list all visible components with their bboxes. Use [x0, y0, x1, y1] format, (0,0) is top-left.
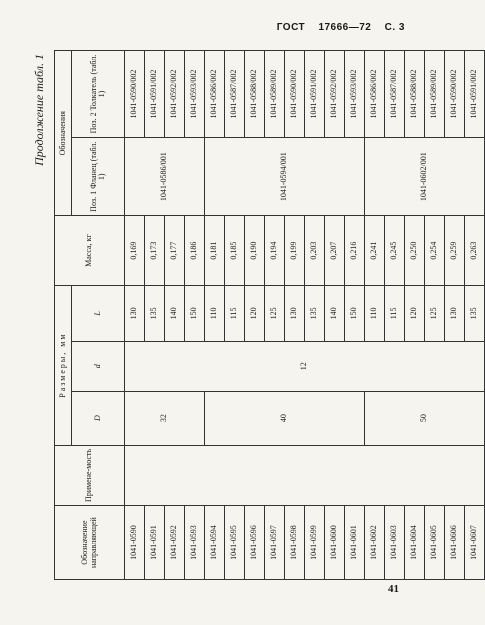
cell-mass: 0,245	[385, 216, 405, 285]
cell-p2: 1041-0590/002	[125, 51, 145, 138]
cell-p2: 1041-0591/002	[465, 51, 485, 138]
cell-p2: 1041-0587/002	[225, 51, 245, 138]
cell-mass: 0,250	[405, 216, 425, 285]
cell-mass: 0,263	[465, 216, 485, 285]
cell-name: 1041-0607	[465, 506, 485, 580]
cell-p2: 1041-0588/002	[405, 51, 425, 138]
header-mass: Масса, кг	[55, 216, 125, 285]
header-designation: Обозначения	[55, 51, 72, 216]
cell-mass: 0,254	[425, 216, 445, 285]
cell-L: 120	[405, 285, 425, 341]
header-d: d	[72, 341, 125, 391]
page-label: С. 3	[384, 22, 405, 33]
cell-mass: 0,241	[365, 216, 385, 285]
cell-name: 1041-0597	[265, 506, 285, 580]
cell-p1-group1: 1041-0586/001	[125, 138, 205, 216]
cell-name: 1041-0592	[165, 506, 185, 580]
cell-p2: 1041-0586/002	[365, 51, 385, 138]
cell-name: 1041-0594	[205, 506, 225, 580]
cell-L: 125	[425, 285, 445, 341]
cell-mass: 0,216	[345, 216, 365, 285]
cell-name: 1041-0601	[345, 506, 365, 580]
cell-p2: 1041-0590/002	[285, 51, 305, 138]
cell-L: 140	[165, 285, 185, 341]
cell-mass: 0,259	[445, 216, 465, 285]
cell-d: 12	[125, 341, 485, 391]
cell-p1-group2: 1041-0594/001	[205, 138, 365, 216]
standard-label: ГОСТ	[276, 22, 306, 33]
header-L: L	[72, 285, 125, 341]
cell-p2: 1041-0593/002	[185, 51, 205, 138]
cell-p2: 1041-0592/002	[165, 51, 185, 138]
header-pos1: Поз. 1 Фланец (табл. 1)	[72, 138, 125, 216]
cell-L: 115	[385, 285, 405, 341]
cell-p2: 1041-0586/002	[205, 51, 225, 138]
cell-p2: 1041-0588/002	[245, 51, 265, 138]
cell-name: 1041-0593	[185, 506, 205, 580]
standard-number: 17666—72	[318, 22, 372, 33]
cell-L: 130	[125, 285, 145, 341]
cell-name: 1041-0602	[365, 506, 385, 580]
cell-D-group2: 40	[205, 391, 365, 445]
cell-L: 115	[225, 285, 245, 341]
cell-mass: 0,181	[205, 216, 225, 285]
cell-name: 1041-0603	[385, 506, 405, 580]
cell-mass: 0,177	[165, 216, 185, 285]
cell-mass: 0,199	[285, 216, 305, 285]
table-body	[125, 51, 485, 580]
cell-name: 1041-0591	[145, 506, 165, 580]
cell-name: 1041-0600	[325, 506, 345, 580]
cell-p2: 1041-0587/002	[385, 51, 405, 138]
header-applicability: Примене-мость	[55, 445, 125, 506]
cell-p2: 1041-0592/002	[325, 51, 345, 138]
cell-mass: 0,203	[305, 216, 325, 285]
cell-p2: 1041-0591/002	[145, 51, 165, 138]
rotated-table-block	[32, 50, 479, 580]
cell-L: 125	[265, 285, 285, 341]
cell-name: 1041-0605	[425, 506, 445, 580]
cell-L: 130	[285, 285, 305, 341]
cell-D-group1: 32	[125, 391, 205, 445]
table-caption: Продолжение табл. 1	[32, 54, 46, 166]
cell-p1-group3: 1041-0602/001	[365, 138, 485, 216]
cell-mass: 0,190	[245, 216, 265, 285]
table-row	[125, 51, 145, 580]
cell-name: 1041-0604	[405, 506, 425, 580]
cell-L: 110	[365, 285, 385, 341]
cell-L: 150	[185, 285, 205, 341]
cell-name: 1041-0606	[445, 506, 465, 580]
cell-mass: 0,185	[225, 216, 245, 285]
cell-applicability	[125, 445, 485, 506]
cell-mass: 0,207	[325, 216, 345, 285]
cell-mass: 0,186	[185, 216, 205, 285]
header-pos2: Поз. 2 Толкатель (табл. 1)	[72, 51, 125, 138]
cell-mass: 0,173	[145, 216, 165, 285]
cell-D-group3: 50	[365, 391, 485, 445]
page-number: 41	[388, 583, 399, 595]
cell-mass: 0,194	[265, 216, 285, 285]
cell-L: 120	[245, 285, 265, 341]
cell-p2: 1041-0589/002	[265, 51, 285, 138]
header-sizes: Размеры, мм	[55, 285, 72, 445]
dimensions-table	[54, 50, 485, 580]
cell-p2: 1041-0591/002	[305, 51, 325, 138]
cell-L: 135	[465, 285, 485, 341]
cell-mass: 0,169	[125, 216, 145, 285]
cell-name: 1041-0599	[305, 506, 325, 580]
header-D: D	[72, 391, 125, 445]
cell-p2: 1041-0590/002	[445, 51, 465, 138]
cell-L: 135	[305, 285, 325, 341]
cell-name: 1041-0595	[225, 506, 245, 580]
cell-L: 135	[145, 285, 165, 341]
cell-p2: 1041-0589/002	[425, 51, 445, 138]
page-header	[267, 22, 405, 33]
cell-L: 150	[345, 285, 365, 341]
cell-L: 110	[205, 285, 225, 341]
header-name: Обозначение направляющей	[55, 506, 125, 580]
cell-L: 130	[445, 285, 465, 341]
cell-name: 1041-0590	[125, 506, 145, 580]
cell-p2: 1041-0593/002	[345, 51, 365, 138]
cell-name: 1041-0596	[245, 506, 265, 580]
cell-name: 1041-0598	[285, 506, 305, 580]
cell-L: 140	[325, 285, 345, 341]
